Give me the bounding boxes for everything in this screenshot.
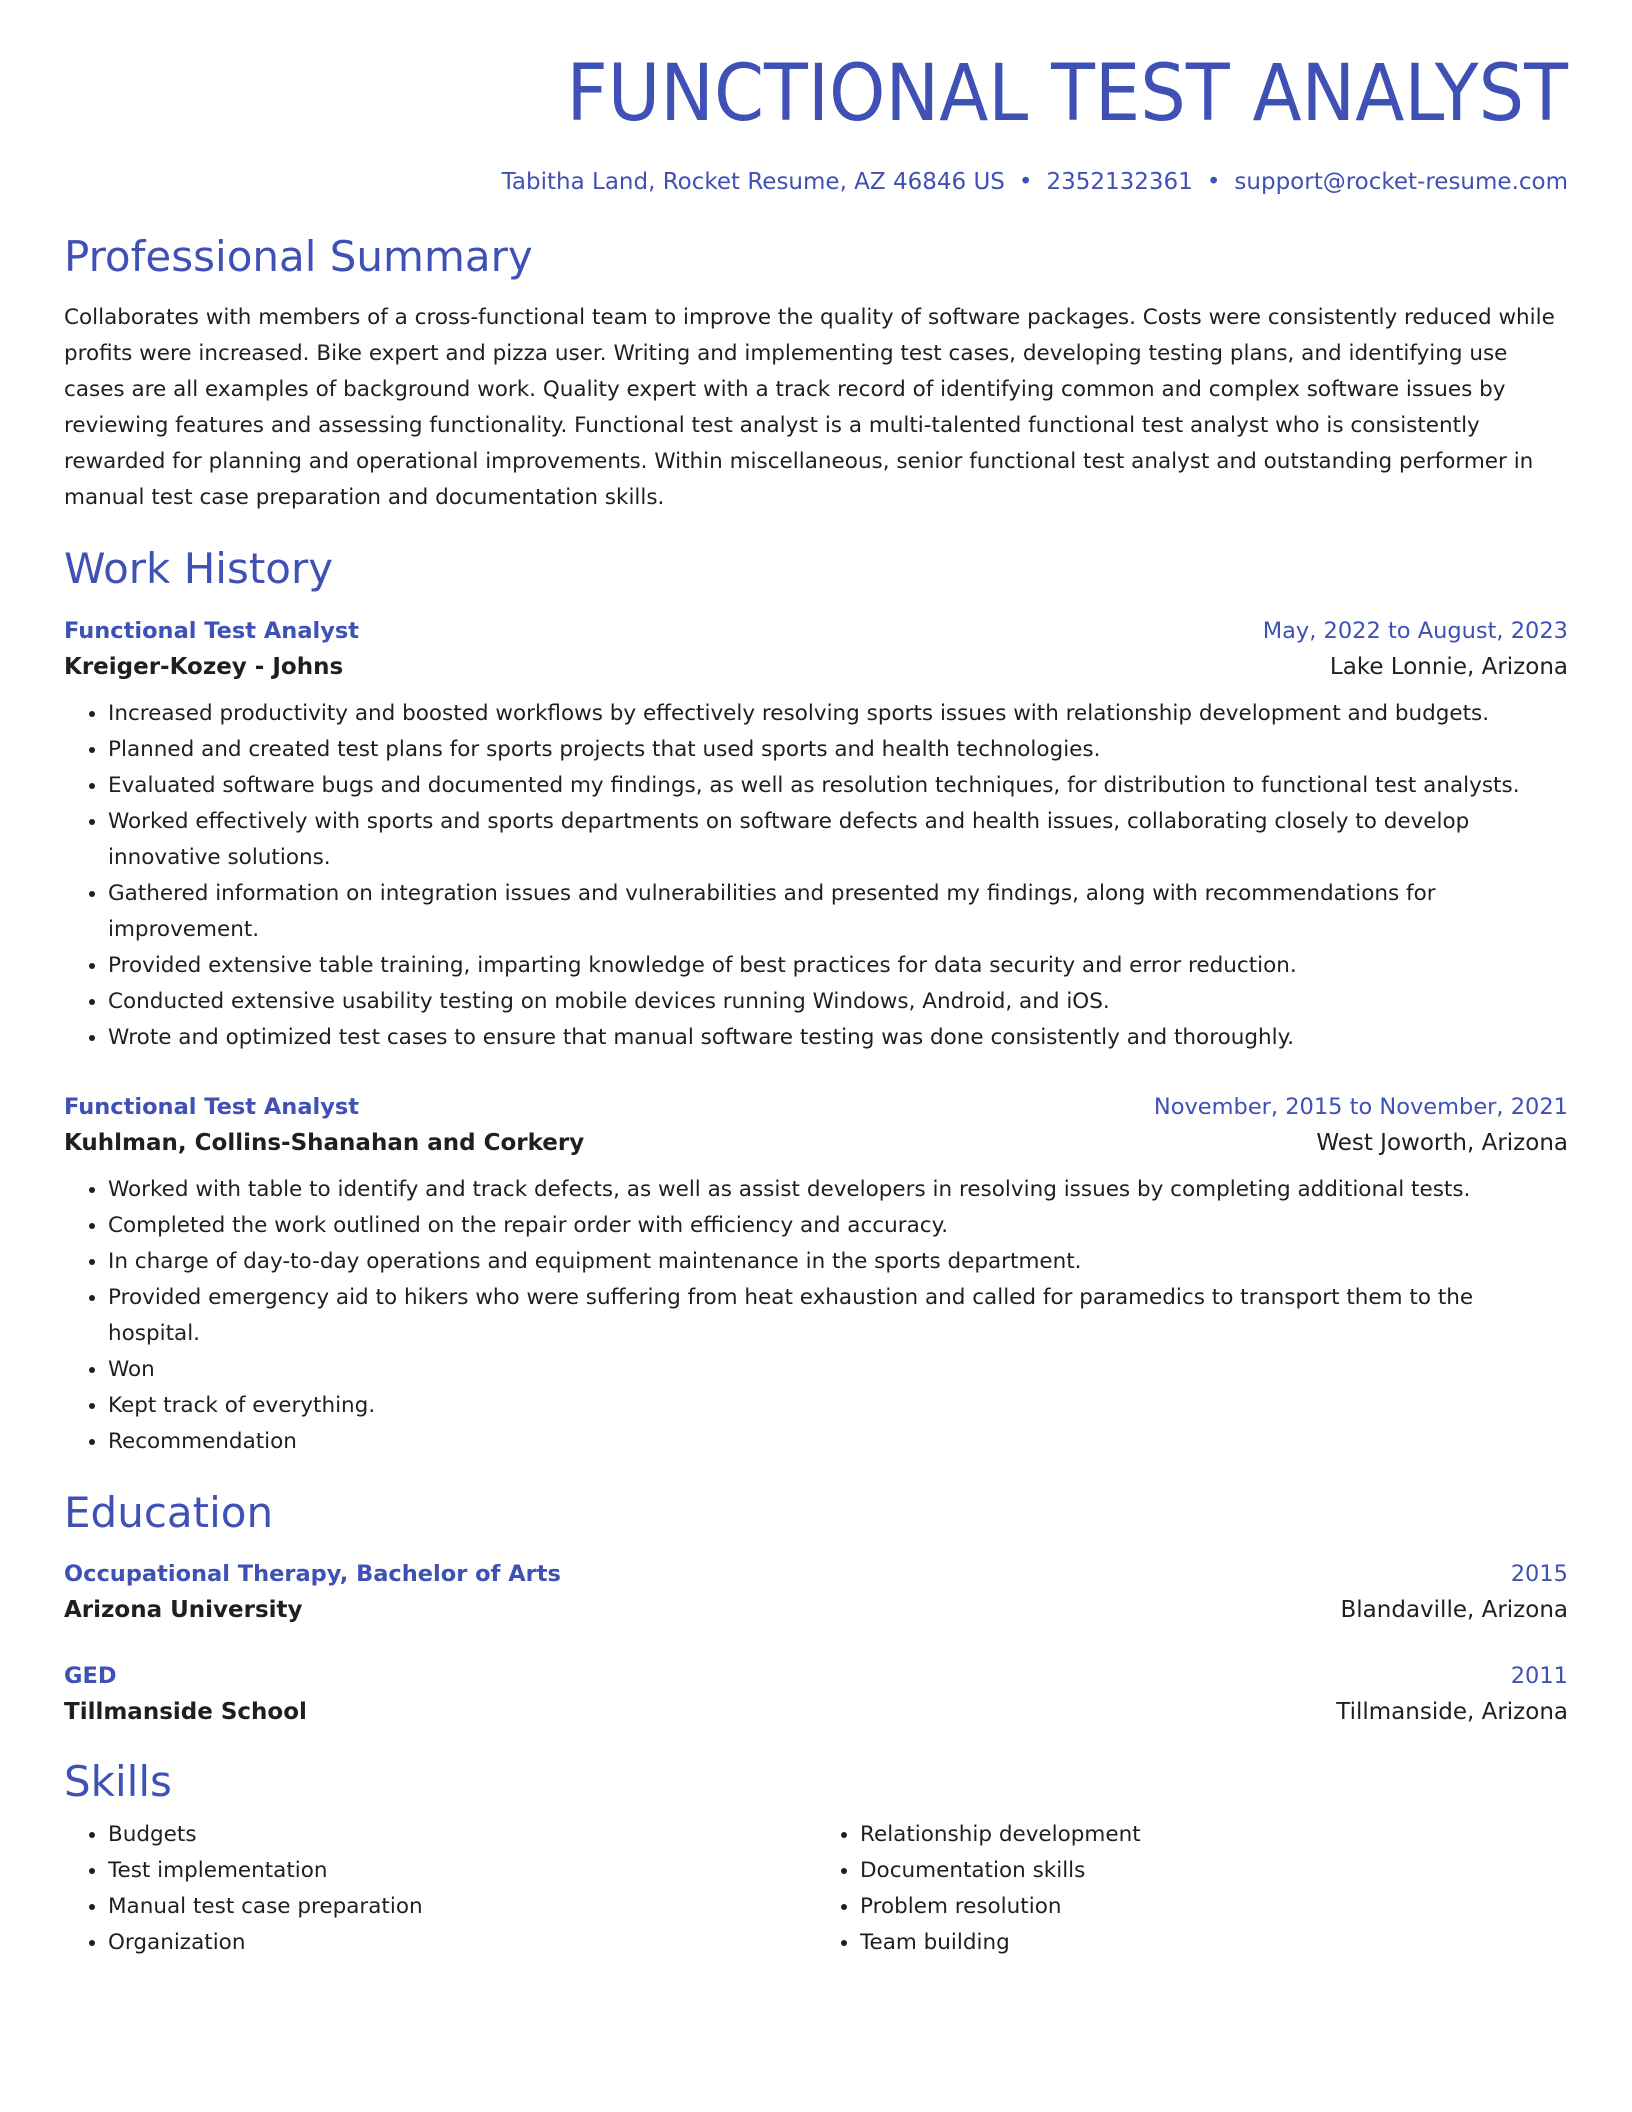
contact-email: support@rocket-resume.com bbox=[1234, 168, 1568, 195]
skill-item: • Documentation skills bbox=[860, 1853, 1568, 1889]
skills-list bbox=[64, 1817, 816, 1961]
education-heading: Education bbox=[64, 1488, 274, 1538]
job-company: Kreiger-Kozey - Johns bbox=[64, 654, 344, 681]
job-company-row bbox=[64, 1124, 1568, 1162]
list-item: • In charge of day-to-day operations and equipment maintenance in the sports department. bbox=[108, 1244, 1568, 1280]
contact-separator: • bbox=[1018, 168, 1033, 195]
job-title: Functional Test Analyst bbox=[64, 1094, 360, 1121]
skills-columns bbox=[64, 1817, 1568, 1961]
skill-item: • Relationship development bbox=[860, 1817, 1568, 1853]
list-item: • Won bbox=[108, 1352, 1568, 1388]
contact-separator: • bbox=[1206, 168, 1221, 195]
education-location: Tillmanside, Arizona bbox=[1336, 1698, 1568, 1725]
education-school-row bbox=[64, 1693, 1568, 1731]
list-item: • Worked with table to identify and track defects, as well as assist developers in resolving issues by completing additional tests. bbox=[108, 1172, 1568, 1208]
list-item: • Planned and created test plans for sports projects that used sports and health technologies. bbox=[108, 732, 1568, 768]
resume-title: FUNCTIONAL TEST ANALYST bbox=[566, 49, 1568, 139]
job-title-row bbox=[64, 614, 1568, 648]
skills-heading: Skills bbox=[64, 1756, 172, 1806]
education-location: Blandaville, Arizona bbox=[1340, 1596, 1568, 1623]
list-item: • Kept track of everything. bbox=[108, 1388, 1568, 1424]
skills-column-right bbox=[816, 1817, 1568, 1961]
skill-item: • Problem resolution bbox=[860, 1889, 1568, 1925]
resume-header bbox=[64, 50, 1568, 198]
skills-list bbox=[816, 1817, 1568, 1961]
list-item: • Provided emergency aid to hikers who were suffering from heat exhaustion and called for paramedics to transport them to the hospital. bbox=[108, 1280, 1568, 1352]
job-entry bbox=[64, 1090, 1568, 1460]
education-school: Tillmanside School bbox=[64, 1698, 307, 1725]
contact-address: Tabitha Land, Rocket Resume, AZ 46846 US bbox=[501, 168, 1005, 195]
education-school-row bbox=[64, 1591, 1568, 1629]
job-duties-list bbox=[64, 696, 1568, 1056]
skill-item: • Manual test case preparation bbox=[108, 1889, 816, 1925]
education-year: 2015 bbox=[1510, 1560, 1568, 1587]
education-year: 2011 bbox=[1510, 1662, 1568, 1689]
education-entry bbox=[64, 1557, 1568, 1629]
education-entry bbox=[64, 1659, 1568, 1731]
job-location: Lake Lonnie, Arizona bbox=[1329, 654, 1568, 681]
skill-item: • Team building bbox=[860, 1925, 1568, 1961]
skill-item: • Organization bbox=[108, 1925, 816, 1961]
job-title: Functional Test Analyst bbox=[64, 618, 360, 645]
education-section bbox=[64, 1488, 1568, 1730]
education-degree: Occupational Therapy, Bachelor of Arts bbox=[64, 1560, 561, 1587]
list-item: • Recommendation bbox=[108, 1424, 1568, 1460]
skill-item: • Test implementation bbox=[108, 1853, 816, 1889]
job-dates: November, 2015 to November, 2021 bbox=[1153, 1094, 1568, 1121]
education-degree-row bbox=[64, 1557, 1568, 1591]
list-item: • Conducted extensive usability testing on mobile devices running Windows, Android, and iOS. bbox=[108, 984, 1568, 1020]
education-degree-row bbox=[64, 1659, 1568, 1693]
education-school: Arizona University bbox=[64, 1596, 303, 1623]
list-item: • Worked effectively with sports and sports departments on software defects and health issues, collaborating closely to develop innovative solutions. bbox=[108, 804, 1568, 876]
list-item: • Wrote and optimized test cases to ensure that manual software testing was done consistently and thoroughly. bbox=[108, 1020, 1568, 1056]
contact-line bbox=[64, 168, 1568, 198]
summary-heading: Professional Summary bbox=[64, 231, 533, 281]
job-company: Kuhlman, Collins-Shanahan and Corkery bbox=[64, 1130, 585, 1157]
skill-item: • Budgets bbox=[108, 1817, 816, 1853]
job-entry bbox=[64, 614, 1568, 1056]
summary-section bbox=[64, 232, 1568, 516]
work-history-heading: Work History bbox=[64, 543, 334, 593]
contact-phone: 2352132361 bbox=[1046, 168, 1193, 195]
list-item: • Provided extensive table training, imparting knowledge of best practices for data security and error reduction. bbox=[108, 948, 1568, 984]
list-item: • Completed the work outlined on the repair order with efficiency and accuracy. bbox=[108, 1208, 1568, 1244]
education-degree: GED bbox=[64, 1662, 117, 1689]
job-title-row bbox=[64, 1090, 1568, 1124]
job-duties-list bbox=[64, 1172, 1568, 1460]
list-item: • Increased productivity and boosted workflows by effectively resolving sports issues with relationship development and budgets. bbox=[108, 696, 1568, 732]
skills-section bbox=[64, 1757, 1568, 1961]
summary-text: Collaborates with members of a cross-functional team to improve the quality of software packages. Costs were consistently reduced while profits were increased. Bike expert and pizza user. Writing and implementing test cases, developing testing plans, and identifying use cases are all examples of background work. Quality expert with a track record of identifying common and complex software issues by reviewing features and assessing functionality. Functional test analyst is a multi-talented functional test analyst who is consistently rewarded for planning and operational improvements. Within miscellaneous, senior functional test analyst and outstanding performer in manual test case preparation and documentation skills. bbox=[64, 304, 1555, 510]
job-dates: May, 2022 to August, 2023 bbox=[1262, 618, 1568, 645]
list-item: • Gathered information on integration issues and vulnerabilities and presented my findings, along with recommendations for improvement. bbox=[108, 876, 1568, 948]
job-location: West Joworth, Arizona bbox=[1316, 1130, 1568, 1157]
job-company-row bbox=[64, 648, 1568, 686]
work-history-section bbox=[64, 544, 1568, 1460]
list-item: • Evaluated software bugs and documented my findings, as well as resolution techniques, for distribution to functional test analysts. bbox=[108, 768, 1568, 804]
skills-column-left bbox=[64, 1817, 816, 1961]
